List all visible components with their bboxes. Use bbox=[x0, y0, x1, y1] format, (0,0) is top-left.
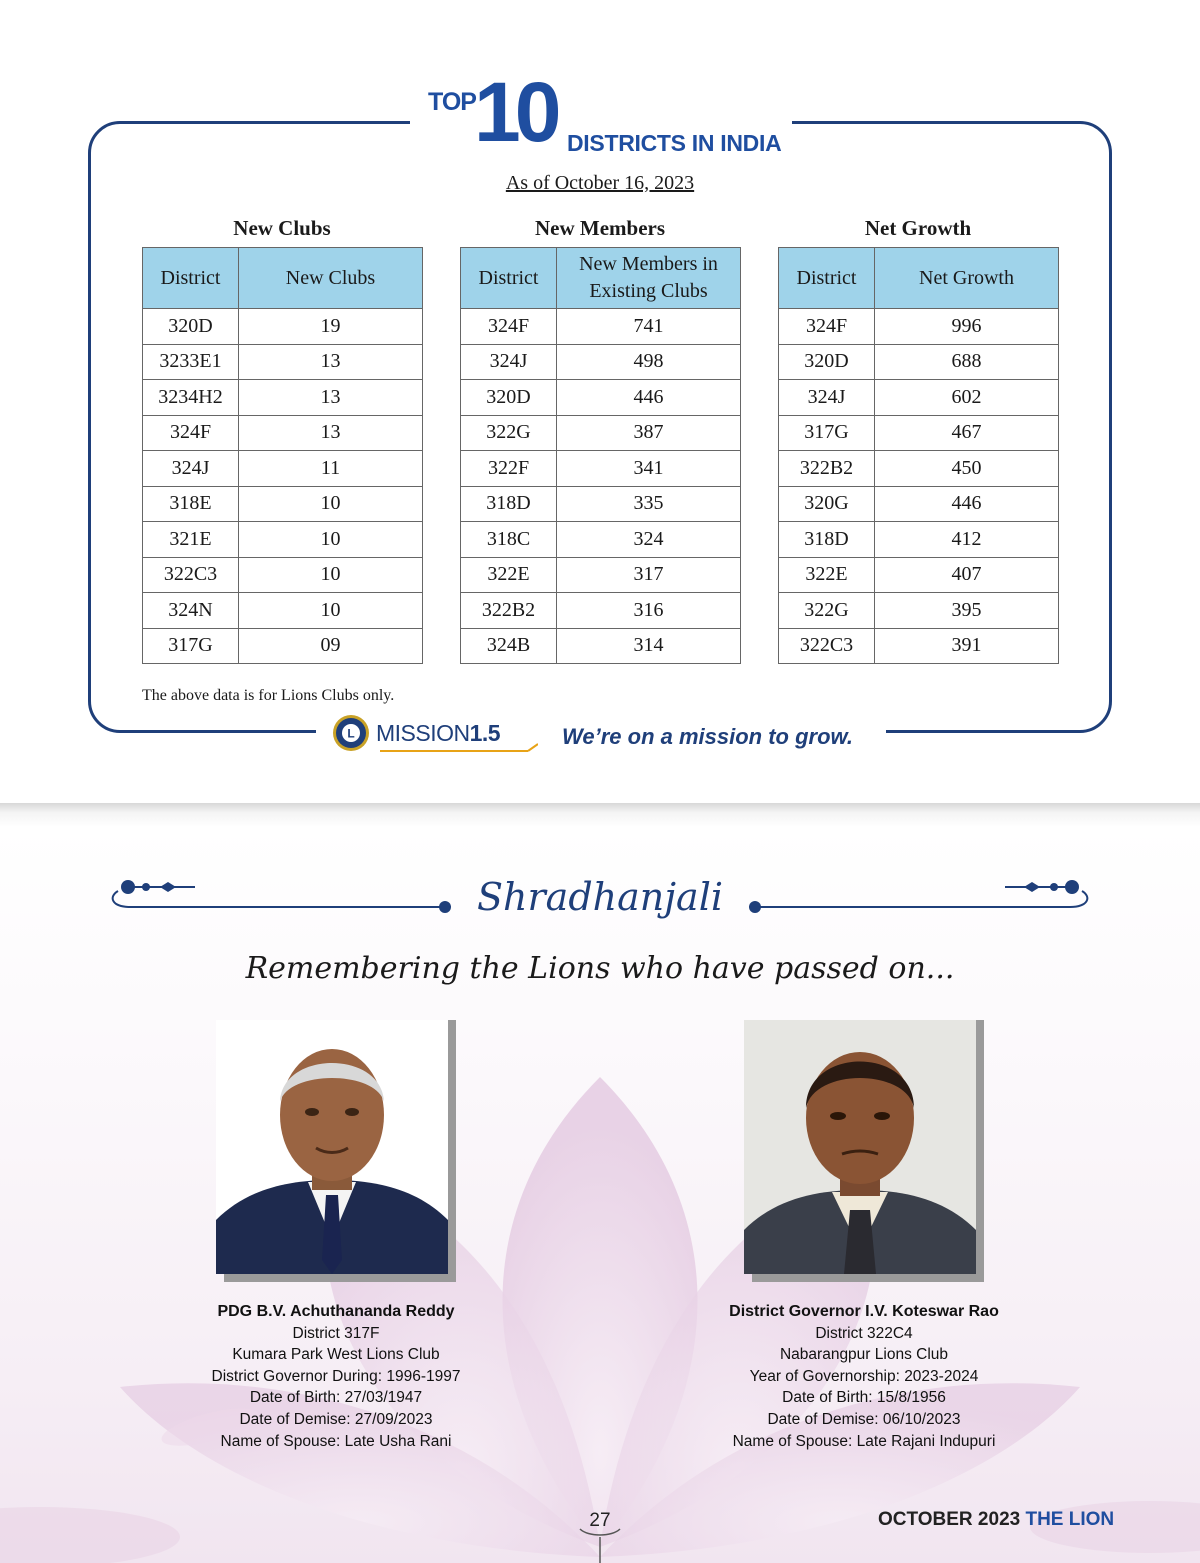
table-row bbox=[143, 593, 423, 629]
value-cell: 341 bbox=[557, 451, 741, 487]
district-cell: 320D bbox=[143, 309, 239, 345]
table-row bbox=[779, 415, 1059, 451]
table-header-cell: Net Growth bbox=[875, 248, 1059, 309]
value-cell: 19 bbox=[239, 309, 423, 345]
person-name: PDG B.V. Achuthananda Reddy bbox=[217, 1303, 455, 1320]
lotus-background-icon bbox=[0, 827, 1200, 1563]
district-cell: 3234H2 bbox=[143, 380, 239, 416]
table-row bbox=[779, 380, 1059, 416]
table-row bbox=[143, 380, 423, 416]
district-cell: 324J bbox=[143, 451, 239, 487]
page-number: 27 bbox=[589, 1510, 611, 1531]
tribute-bio-2 bbox=[704, 1301, 1024, 1452]
district-cell: 317G bbox=[779, 415, 875, 451]
mission-arrow-icon bbox=[378, 742, 538, 754]
table-row bbox=[143, 451, 423, 487]
district-cell: 324J bbox=[779, 380, 875, 416]
portrait-photo-2 bbox=[744, 1020, 984, 1282]
table-row bbox=[143, 486, 423, 522]
district-cell: 317G bbox=[143, 628, 239, 664]
table-row bbox=[143, 522, 423, 558]
district-cell: 322G bbox=[461, 415, 557, 451]
district-cell: 324F bbox=[461, 309, 557, 345]
district-cell: 318C bbox=[461, 522, 557, 558]
district-cell: 320D bbox=[779, 344, 875, 380]
page-divider bbox=[0, 803, 1200, 827]
table-row bbox=[779, 309, 1059, 345]
bio-line: Date of Demise: 27/09/2023 bbox=[239, 1410, 433, 1428]
value-cell: 13 bbox=[239, 344, 423, 380]
table-row bbox=[779, 486, 1059, 522]
table-row bbox=[461, 557, 741, 593]
bio-line: Date of Birth: 27/03/1947 bbox=[249, 1389, 423, 1407]
page-number-bracket-icon bbox=[578, 1527, 622, 1563]
table-row bbox=[779, 522, 1059, 558]
shradhanjali-section bbox=[0, 827, 1200, 1563]
table-row bbox=[461, 628, 741, 664]
district-cell: 322C3 bbox=[143, 557, 239, 593]
district-cell: 322B2 bbox=[461, 593, 557, 629]
district-cell: 322B2 bbox=[779, 451, 875, 487]
value-cell: 741 bbox=[557, 309, 741, 345]
value-cell: 467 bbox=[875, 415, 1059, 451]
heading-top-word: TOP bbox=[428, 88, 476, 116]
lions-clubs-logo-icon bbox=[332, 714, 370, 752]
table-row bbox=[779, 593, 1059, 629]
value-cell: 10 bbox=[239, 557, 423, 593]
district-cell: 324N bbox=[143, 593, 239, 629]
mission-word: MISSION1.5 bbox=[376, 720, 501, 746]
mission-slogan: We’re on a mission to grow. bbox=[562, 724, 853, 749]
value-cell: 335 bbox=[557, 486, 741, 522]
district-cell: 318E bbox=[143, 486, 239, 522]
district-cell: 321E bbox=[143, 522, 239, 558]
tribute-bio-1 bbox=[176, 1301, 496, 1452]
value-cell: 09 bbox=[239, 628, 423, 664]
table-row bbox=[461, 309, 741, 345]
table-row bbox=[461, 451, 741, 487]
new-members-title: New Members bbox=[534, 216, 666, 240]
portrait-photo-1 bbox=[216, 1020, 456, 1282]
bio-line: Year of Governorship: 2023-2024 bbox=[749, 1367, 979, 1385]
table-row bbox=[461, 344, 741, 380]
district-cell: 322E bbox=[461, 557, 557, 593]
portrait-photo-icon bbox=[216, 1020, 448, 1274]
value-cell: 602 bbox=[875, 380, 1059, 416]
new-clubs-title: New Clubs bbox=[233, 216, 331, 240]
table-header-cell: District bbox=[461, 248, 557, 309]
tribute-title: Shradhanjali bbox=[477, 875, 723, 919]
svg-text:L: L bbox=[347, 726, 355, 741]
bio-line: Nabarangpur Lions Club bbox=[779, 1346, 949, 1364]
value-cell: 412 bbox=[875, 522, 1059, 558]
table-row bbox=[779, 628, 1059, 664]
table-row bbox=[461, 522, 741, 558]
net-growth-table bbox=[778, 247, 1059, 664]
district-cell: 318D bbox=[461, 486, 557, 522]
bio-line: District 322C4 bbox=[815, 1324, 913, 1342]
district-cell: 324F bbox=[143, 415, 239, 451]
net-growth-title: Net Growth bbox=[864, 216, 972, 240]
district-cell: 324F bbox=[779, 309, 875, 345]
district-cell: 3233E1 bbox=[143, 344, 239, 380]
footer-magazine: THE LION bbox=[1025, 1509, 1115, 1530]
bio-line: District Governor During: 1996-1997 bbox=[211, 1367, 461, 1385]
value-cell: 688 bbox=[875, 344, 1059, 380]
bio-line: Name of Spouse: Late Rajani Indupuri bbox=[732, 1432, 996, 1450]
value-cell: 13 bbox=[239, 415, 423, 451]
district-cell: 322G bbox=[779, 593, 875, 629]
table-header-cell: New Clubs bbox=[239, 248, 423, 309]
table-header-cell: New Members in Existing Clubs bbox=[557, 248, 741, 309]
district-cell: 322E bbox=[779, 557, 875, 593]
new-clubs-table bbox=[142, 247, 423, 664]
district-cell: 324B bbox=[461, 628, 557, 664]
value-cell: 317 bbox=[557, 557, 741, 593]
value-cell: 387 bbox=[557, 415, 741, 451]
value-cell: 10 bbox=[239, 522, 423, 558]
value-cell: 316 bbox=[557, 593, 741, 629]
district-cell: 320D bbox=[461, 380, 557, 416]
value-cell: 10 bbox=[239, 486, 423, 522]
value-cell: 314 bbox=[557, 628, 741, 664]
footnote: The above data is for Lions Clubs only. bbox=[142, 687, 395, 704]
footer-issue: OCTOBER 2023 bbox=[878, 1509, 1021, 1530]
as-of-date: As of October 16, 2023 bbox=[505, 172, 695, 194]
value-cell: 324 bbox=[557, 522, 741, 558]
value-cell: 498 bbox=[557, 344, 741, 380]
district-cell: 318D bbox=[779, 522, 875, 558]
table-row bbox=[779, 451, 1059, 487]
table-row bbox=[461, 380, 741, 416]
heading-districts-word: DISTRICTS IN INDIA bbox=[567, 130, 782, 156]
table-row bbox=[143, 415, 423, 451]
person-name: District Governor I.V. Koteswar Rao bbox=[729, 1303, 999, 1320]
value-cell: 446 bbox=[557, 380, 741, 416]
new-members-table bbox=[460, 247, 741, 664]
value-cell: 10 bbox=[239, 593, 423, 629]
table-row bbox=[143, 309, 423, 345]
heading-number: 10 bbox=[474, 65, 556, 159]
value-cell: 391 bbox=[875, 628, 1059, 664]
district-cell: 324J bbox=[461, 344, 557, 380]
portrait-photo-icon bbox=[744, 1020, 976, 1274]
district-cell: 322F bbox=[461, 451, 557, 487]
value-cell: 996 bbox=[875, 309, 1059, 345]
tribute-subtitle: Remembering the Lions who have passed on... bbox=[245, 951, 955, 986]
table-row bbox=[779, 557, 1059, 593]
value-cell: 395 bbox=[875, 593, 1059, 629]
value-cell: 13 bbox=[239, 380, 423, 416]
bio-line: Date of Demise: 06/10/2023 bbox=[767, 1410, 961, 1428]
table-row bbox=[779, 344, 1059, 380]
value-cell: 450 bbox=[875, 451, 1059, 487]
table-header-cell: District bbox=[143, 248, 239, 309]
bio-line: Name of Spouse: Late Usha Rani bbox=[220, 1432, 452, 1450]
table-row bbox=[143, 344, 423, 380]
footer-title bbox=[878, 1509, 1114, 1531]
value-cell: 407 bbox=[875, 557, 1059, 593]
district-cell: 320G bbox=[779, 486, 875, 522]
table-header-cell: District bbox=[779, 248, 875, 309]
table-row bbox=[143, 628, 423, 664]
bio-line: Date of Birth: 15/8/1956 bbox=[782, 1389, 946, 1407]
district-cell: 322C3 bbox=[779, 628, 875, 664]
table-row bbox=[461, 593, 741, 629]
table-row bbox=[461, 415, 741, 451]
bio-line: Kumara Park West Lions Club bbox=[232, 1346, 440, 1364]
value-cell: 446 bbox=[875, 486, 1059, 522]
mission-number: 1.5 bbox=[469, 720, 501, 746]
value-cell: 11 bbox=[239, 451, 423, 487]
bio-line: District 317F bbox=[292, 1324, 380, 1342]
table-row bbox=[143, 557, 423, 593]
table-row bbox=[461, 486, 741, 522]
